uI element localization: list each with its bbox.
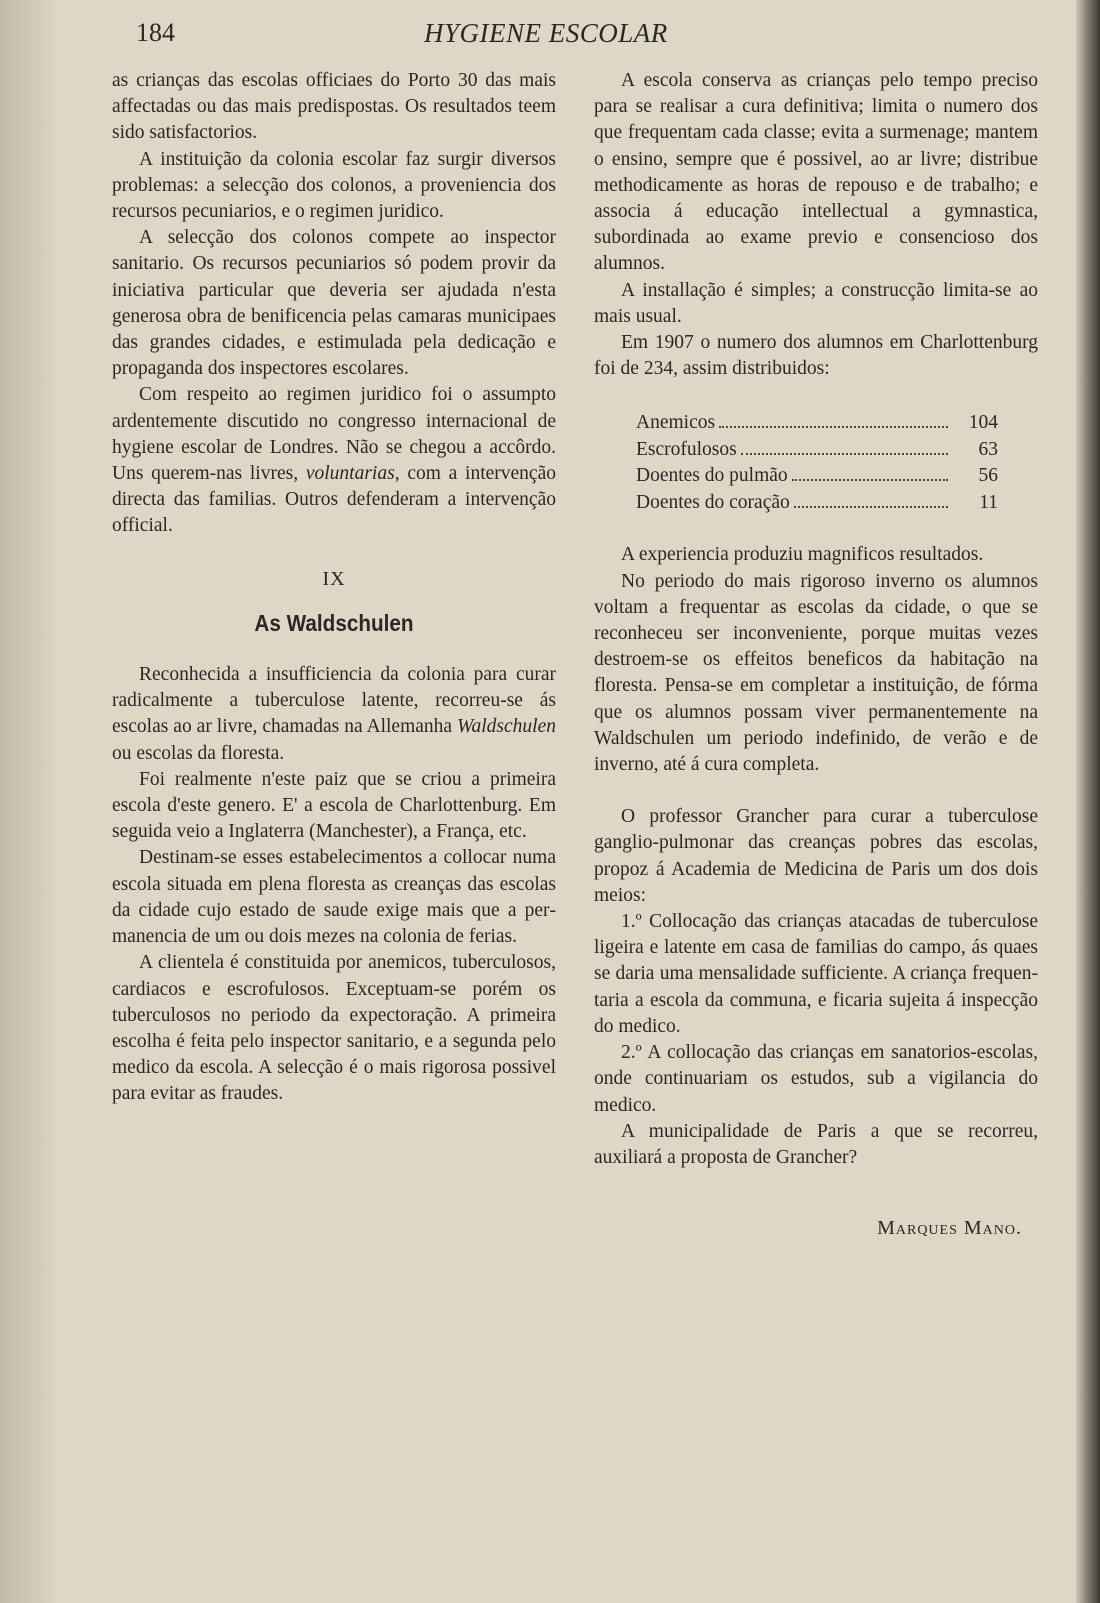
text-run: Com respeito ao regimen juridico foi o assumpto ardentemente discutido no congresso internacional de hygiene escolar de Londres. Não se chegou a accôrdo. Uns querem-nas livres, — [112, 384, 556, 485]
paragraph: Em 1907 o numero dos alumnos em Charlottenburg foi de 234, assim distribuidos: — [594, 332, 1038, 380]
stats-row — [636, 437, 998, 464]
running-title: HYGIENE ESCOLAR — [424, 18, 668, 48]
paragraph: as crianças das escolas officiaes do Porto 30 das mais affectadas ou das mais predispostas. Os resultados teem sido satisfactorios. — [112, 70, 556, 144]
dot-leader — [719, 426, 948, 428]
stats-table — [636, 410, 998, 516]
paragraph: A instituição da colonia escolar faz surgir diversos problemas: a selecção dos colonos, a proveniencia dos recursos pecuniarios, e o regimen juridico. — [112, 148, 556, 223]
paragraph — [112, 662, 556, 767]
stats-label: Escrofulosos — [636, 438, 737, 460]
paragraph: 2.º A collocação das crianças em sanatorios-escolas, onde continuariam os estudos, sub a vigilancia do medico. — [594, 1042, 1038, 1116]
paragraph: Destinam-se esses estabelecimentos a collocar numa escola situada em plena floresta as creanças das escolas da cidade cujo estado de saude exige mais que a permanencia de um ou dois mezes na colonia de ferias. — [112, 847, 556, 948]
paragraph: A experiencia produziu magnificos resultados. — [621, 544, 984, 566]
stats-value: 104 — [968, 412, 998, 434]
page-number: 184 — [136, 18, 175, 47]
spacer — [594, 778, 1038, 804]
stats-label: Doentes do pulmão — [636, 465, 788, 487]
left-column — [112, 68, 556, 1108]
paragraph: A municipalidade de Paris a que se recorreu, auxiliará a proposta de Grancher? — [594, 1120, 1038, 1168]
stats-value: 63 — [978, 438, 998, 460]
section-number: IX — [322, 567, 346, 590]
stats-label: Anemicos — [636, 412, 716, 434]
paragraph: A escola conserva as crianças pelo tempo preciso para se realisar a cura definitiva; limita o numero dos que frequentam cada classe; evita a surmenage; mantem o ensino, sempre que é possivel, ao ar livre; distribue methodicamente as horas de repouso e de trabalho; e associa á educação intellectual a gymnastica, subordinada ao exame previo e consencioso dos alumnos. — [594, 70, 1038, 275]
paragraph: A clientela é constituida por anemicos, tuberculosos, cardiacos e escrofulosos. Exceptuam-se porém os tuberculosos no periodo da expectoração. A primeira escolha é feita pelo inspector sanitario, e a segunda pelo medico da escola. A selecção é o mais rigorosa possivel para evitar as fraudes. — [112, 952, 556, 1105]
dot-leader — [792, 479, 948, 481]
text-run: ou escolas da floresta. — [112, 742, 285, 764]
italic-term: voluntarias — [305, 463, 395, 485]
stats-row — [636, 410, 998, 437]
paragraph: O professor Grancher para curar a tuberculose ganglio-pulmonar das creanças pobres das escolas, propoz á Academia de Medicina de Paris um dos dois meios: — [594, 806, 1038, 906]
page-edge — [1076, 0, 1100, 1603]
paragraph: A selecção dos colonos compete ao inspector sanitario. Os recursos pecuniarios só podem provir da iniciativa particular que deveria ser ajudada n'esta generosa obra de benificencia pelas camaras municipaes das grandes cidades, e estimulada pela dedicação e propaganda dos inspectores escolares. — [112, 227, 556, 380]
stats-row — [636, 463, 998, 490]
page-shadow — [0, 0, 60, 1603]
text-run: Reconhecida a insufficiencia da colonia para curar radicalmente a tuberculose latente, recorreu-se ás escolas ao ar livre, chamadas na Allemanha — [112, 664, 556, 738]
paragraph — [112, 382, 556, 539]
italic-term: Waldschulen — [457, 716, 556, 738]
author-signature: Marques Mano. — [877, 1217, 1022, 1240]
stats-value: 11 — [979, 491, 998, 513]
running-header — [0, 16, 1076, 56]
paragraph: 1.º Collocação das crianças atacadas de tuberculose ligeira e latente em casa de familias do campo, ás quaes se daria uma mensalidade sufficiente. A criança frequentaria a escola da communa, e ficaria sujeita á inspecção do medico. — [594, 911, 1038, 1037]
stats-label: Doentes do coração — [636, 491, 790, 513]
section-title: As Waldschulen — [254, 609, 414, 636]
right-column — [594, 68, 1038, 1241]
dot-leader — [741, 453, 948, 455]
text-run: , com a intervenção directa das familias. Outros defenderam a intervenção official. — [112, 463, 556, 537]
dot-leader — [794, 506, 948, 508]
paragraph: No periodo do mais rigoroso inverno os alumnos voltam a frequentar as escolas da cidade, o que se reconheceu ser inconveniente, porque muitas vezes destroem-se os effeitos beneficos da habitação na floresta. Pensa-se em completar a instituição, de fórma que os alumnos possam viver permanentemente na Waldschulen um periodo indefinido, de verão e de inverno, até á cura completa. — [594, 570, 1038, 776]
paragraph: Foi realmente n'este paiz que se criou a primeira escola d'este genero. E' a escola de Charlottenburg. Em seguida veio a Inglaterra (Manchester), a França, etc. — [112, 768, 556, 843]
stats-value: 56 — [978, 465, 998, 487]
stats-row — [636, 490, 998, 517]
paragraph: A installação é simples; a construcção limita-se ao mais usual. — [594, 279, 1038, 327]
